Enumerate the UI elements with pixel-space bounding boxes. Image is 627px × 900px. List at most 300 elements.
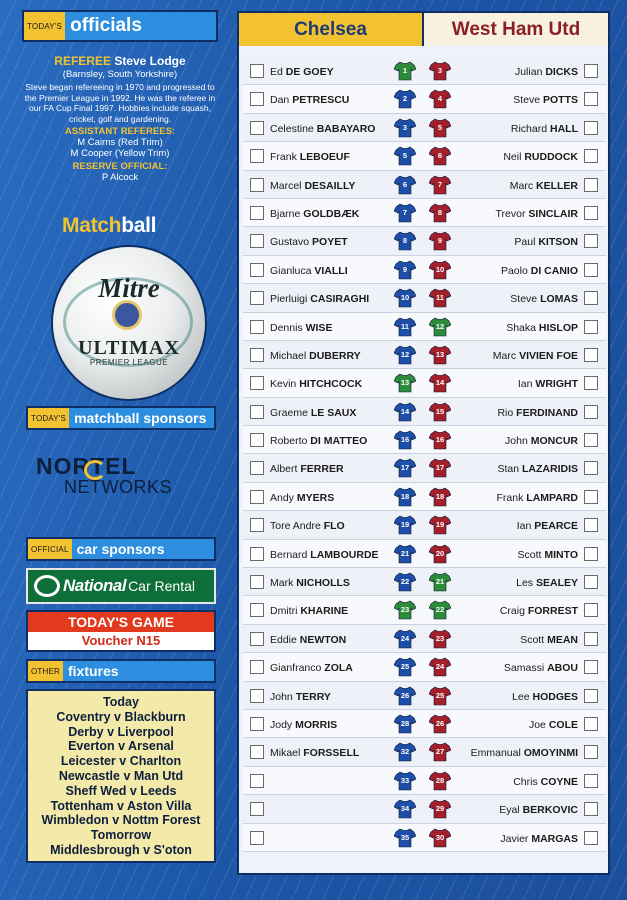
player-row	[243, 57, 606, 85]
player-row	[243, 341, 606, 369]
away-player-first-name: Shaka	[506, 321, 536, 334]
home-player-checkbox[interactable]	[250, 461, 264, 475]
player-row	[243, 710, 606, 738]
away-shirt-icon	[429, 572, 451, 592]
national-logo-word-2: Car Rental	[128, 578, 195, 594]
home-player-checkbox[interactable]	[250, 689, 264, 703]
away-player-checkbox[interactable]	[584, 178, 598, 192]
away-player-first-name: Richard	[510, 122, 548, 135]
away-player-first-name: Steve	[513, 94, 541, 107]
away-player-first-name: Julian	[514, 66, 543, 78]
away-player-first-name: Craig	[499, 605, 525, 618]
player-row	[243, 227, 606, 255]
home-player-name	[270, 596, 348, 624]
home-shirt-number: 8	[402, 236, 408, 246]
home-player-first-name: Mark	[270, 577, 294, 590]
home-player-surname: MYERS	[296, 491, 335, 504]
away-player-checkbox[interactable]	[584, 603, 598, 617]
player-row	[243, 142, 606, 170]
left-column	[22, 10, 218, 183]
away-player-surname: KITSON	[538, 236, 578, 249]
away-player-checkbox[interactable]	[584, 405, 598, 419]
home-player-checkbox[interactable]	[250, 263, 264, 277]
home-player-name	[270, 57, 334, 85]
away-team-name: West Ham Utd	[424, 13, 608, 46]
home-player-name	[270, 682, 331, 710]
home-player-first-name: Dmitri	[270, 605, 298, 618]
away-player-checkbox[interactable]	[584, 320, 598, 334]
home-player-checkbox[interactable]	[250, 320, 264, 334]
home-player-checkbox[interactable]	[250, 348, 264, 362]
away-player-checkbox[interactable]	[584, 291, 598, 305]
home-player-checkbox[interactable]	[250, 603, 264, 617]
home-player-surname: CASIRAGHI	[310, 293, 370, 306]
home-player-name	[270, 426, 367, 454]
home-player-checkbox[interactable]	[250, 518, 264, 532]
away-player-checkbox[interactable]	[584, 121, 598, 135]
home-player-checkbox[interactable]	[250, 149, 264, 163]
home-player-first-name: Andy	[270, 491, 294, 504]
home-player-first-name: Tore Andre	[270, 520, 321, 533]
home-player-first-name: Dennis	[270, 321, 303, 334]
home-player-checkbox[interactable]	[250, 92, 264, 106]
home-player-surname: ZOLA	[324, 662, 353, 675]
home-player-name	[270, 313, 332, 341]
home-shirt-icon	[394, 629, 416, 649]
home-shirt-number: 14	[400, 406, 410, 416]
home-player-first-name: Bernard	[270, 548, 308, 561]
fixture-line: Wimbledon v Nottm Forest	[41, 813, 201, 828]
home-shirt-icon	[394, 430, 416, 450]
away-shirt-icon	[429, 89, 451, 109]
fixture-line: Today	[103, 695, 139, 709]
home-shirt-number: 7	[402, 207, 408, 217]
away-player-name	[510, 284, 578, 312]
away-shirt-number: 24	[435, 662, 445, 672]
home-player-checkbox[interactable]	[250, 660, 264, 674]
away-player-name	[506, 313, 578, 341]
away-shirt-number: 7	[437, 179, 443, 189]
home-shirt-number: 16	[400, 435, 410, 445]
home-player-name	[270, 738, 359, 766]
other-fixtures-header	[26, 659, 216, 683]
home-player-checkbox[interactable]	[250, 121, 264, 135]
assistant-referee-2: M Cooper (Yellow Trim)	[70, 148, 170, 159]
away-shirt-number: 17	[435, 463, 445, 473]
away-player-name	[493, 341, 578, 369]
away-shirt-icon	[429, 799, 451, 819]
referee-name: Steve Lodge	[114, 54, 186, 68]
away-player-checkbox[interactable]	[584, 802, 598, 816]
away-player-name	[500, 824, 578, 852]
away-player-name	[510, 171, 578, 199]
player-row	[243, 738, 606, 766]
home-player-surname: MORRIS	[295, 718, 338, 731]
home-shirt-icon	[394, 61, 416, 81]
away-player-name	[513, 767, 578, 795]
fixture-line: Newcastle v Man Utd	[58, 768, 184, 783]
home-shirt-icon	[394, 89, 416, 109]
away-player-first-name: Ian	[516, 520, 532, 533]
away-player-first-name: Les	[516, 577, 534, 590]
away-player-checkbox[interactable]	[584, 547, 598, 561]
away-shirt-icon	[429, 458, 451, 478]
home-player-name	[270, 284, 369, 312]
home-shirt-number: 12	[400, 349, 410, 359]
away-player-checkbox[interactable]	[584, 461, 598, 475]
away-player-first-name: Ian	[517, 378, 533, 391]
away-shirt-icon	[429, 629, 451, 649]
home-player-surname: PETRESCU	[292, 94, 350, 107]
player-row	[243, 511, 606, 539]
player-row	[243, 313, 606, 341]
home-player-surname: LEBOEUF	[299, 151, 350, 164]
away-player-name	[499, 795, 578, 823]
away-player-name	[516, 568, 578, 596]
away-player-surname: ABOU	[547, 662, 578, 675]
away-player-surname: SEALEY	[535, 577, 578, 590]
away-shirt-icon	[429, 657, 451, 677]
away-player-checkbox[interactable]	[584, 660, 598, 674]
away-player-surname: DICKS	[545, 66, 578, 78]
home-player-checkbox[interactable]	[250, 405, 264, 419]
home-player-checkbox[interactable]	[250, 234, 264, 248]
home-player-surname: FORSSELL	[303, 747, 360, 760]
home-player-first-name: Bjarne	[270, 207, 301, 220]
away-shirt-number: 25	[435, 690, 445, 700]
home-shirt-icon	[394, 288, 416, 308]
home-player-surname: GOLDBÆK	[303, 207, 360, 220]
home-player-checkbox[interactable]	[250, 376, 264, 390]
assistant-referee-1: M Cairns (Red Trim)	[77, 137, 163, 148]
home-player-first-name: Graeme	[270, 406, 308, 419]
ball-league-text: PREMIER LEAGUE	[89, 358, 169, 367]
away-player-name	[518, 369, 578, 397]
referee-location: (Barnsley, South Yorkshire)	[62, 69, 178, 80]
away-shirt-icon	[429, 231, 451, 251]
away-shirt-number: 13	[435, 349, 445, 359]
away-shirt-icon	[429, 345, 451, 365]
away-player-checkbox[interactable]	[584, 518, 598, 532]
away-player-checkbox[interactable]	[584, 689, 598, 703]
fixture-line: Everton v Arsenal	[68, 739, 174, 754]
home-player-surname: BABAYARO	[316, 122, 376, 135]
home-player-name	[270, 540, 379, 568]
home-player-name	[270, 710, 337, 738]
away-shirt-icon	[429, 288, 451, 308]
home-player-checkbox[interactable]	[250, 433, 264, 447]
home-player-checkbox[interactable]	[250, 745, 264, 759]
home-shirt-icon	[394, 771, 416, 791]
away-player-surname: WRIGHT	[535, 378, 578, 391]
home-player-name	[270, 398, 356, 426]
away-player-first-name: Scott	[517, 548, 542, 561]
away-player-first-name: Frank	[496, 491, 524, 504]
home-player-first-name: Kevin	[270, 378, 297, 391]
home-player-checkbox[interactable]	[250, 206, 264, 220]
national-flag-icon	[34, 575, 60, 597]
player-row	[243, 540, 606, 568]
home-shirt-number: 9	[402, 264, 408, 274]
away-shirt-number: 3	[437, 66, 443, 75]
home-shirt-icon	[394, 572, 416, 592]
away-shirt-icon	[429, 714, 451, 734]
away-player-checkbox[interactable]	[584, 490, 598, 504]
home-player-checkbox[interactable]	[250, 490, 264, 504]
away-player-surname: SINCLAIR	[528, 207, 578, 220]
away-player-checkbox[interactable]	[584, 149, 598, 163]
away-shirt-icon	[429, 402, 451, 422]
away-player-checkbox[interactable]	[584, 206, 598, 220]
home-player-surname: FERRER	[300, 463, 344, 476]
away-player-surname: LOMAS	[540, 293, 578, 306]
home-shirt-number: 26	[400, 690, 410, 700]
home-shirt-number: 3	[402, 122, 408, 132]
away-player-first-name: Scott	[520, 633, 545, 646]
home-shirt-number: 1	[402, 66, 408, 75]
referee-role: REFEREE	[54, 54, 111, 68]
home-shirt-icon	[394, 317, 416, 337]
away-player-first-name: Paolo	[500, 264, 528, 277]
away-shirt-number: 6	[437, 151, 443, 161]
away-player-surname: HALL	[550, 122, 578, 135]
away-player-first-name: Lee	[512, 690, 530, 703]
away-shirt-icon	[429, 317, 451, 337]
home-shirt-number: 23	[400, 605, 410, 615]
home-shirt-number: 24	[400, 633, 410, 643]
home-player-name	[270, 454, 344, 482]
away-player-surname: FERDINAND	[516, 406, 578, 419]
home-shirt-icon	[394, 686, 416, 706]
player-row	[243, 653, 606, 681]
home-shirt-number: 33	[400, 775, 410, 785]
away-player-name	[496, 199, 578, 227]
away-player-first-name: Stan	[497, 463, 520, 476]
matchball-sponsors-tag: TODAY'S	[28, 408, 69, 428]
home-player-checkbox[interactable]	[250, 632, 264, 646]
away-player-surname: KELLER	[536, 179, 578, 192]
player-rows	[243, 57, 606, 852]
away-player-checkbox[interactable]	[584, 774, 598, 788]
away-player-first-name: Emmanual	[470, 747, 521, 760]
fixtures-tag: OTHER	[28, 661, 63, 681]
away-player-checkbox[interactable]	[584, 575, 598, 589]
home-player-name	[270, 369, 362, 397]
away-player-surname: RUDDOCK	[524, 151, 578, 164]
home-player-surname: TERRY	[295, 690, 331, 703]
away-shirt-number: 23	[435, 633, 445, 643]
car-sponsors-header	[26, 537, 216, 561]
home-shirt-number: 21	[400, 548, 410, 558]
player-row	[243, 114, 606, 142]
player-row	[243, 284, 606, 312]
home-shirt-number: 22	[400, 577, 410, 587]
away-player-name	[505, 426, 578, 454]
away-player-surname: VIVIEN FOE	[519, 349, 578, 362]
home-shirt-number: 25	[400, 662, 410, 672]
national-logo-word-1: National	[63, 576, 127, 595]
home-player-surname: HITCHCOCK	[299, 378, 363, 391]
away-shirt-icon	[429, 175, 451, 195]
away-shirt-number: 28	[435, 775, 445, 785]
away-shirt-icon	[429, 260, 451, 280]
away-player-name	[497, 483, 578, 511]
home-shirt-number: 10	[400, 293, 410, 303]
home-player-first-name: Dan	[270, 94, 290, 107]
player-row	[243, 767, 606, 795]
home-shirt-number: 34	[400, 804, 410, 814]
away-player-surname: OMOYINMI	[523, 747, 578, 760]
away-shirt-number: 8	[437, 207, 443, 217]
home-shirt-icon	[394, 260, 416, 280]
officials-header	[22, 10, 218, 42]
away-player-surname: LAZARIDIS	[522, 463, 578, 476]
home-player-first-name: Michael	[270, 349, 307, 362]
home-player-checkbox[interactable]	[250, 575, 264, 589]
away-player-checkbox[interactable]	[584, 717, 598, 731]
referee-heading	[22, 54, 218, 68]
away-player-checkbox[interactable]	[584, 376, 598, 390]
home-player-checkbox[interactable]	[250, 547, 264, 561]
home-shirt-number: 6	[402, 179, 408, 189]
away-player-checkbox[interactable]	[584, 64, 598, 78]
away-player-checkbox[interactable]	[584, 92, 598, 106]
home-player-first-name: Marcel	[270, 179, 302, 192]
away-player-checkbox[interactable]	[584, 831, 598, 845]
away-player-checkbox[interactable]	[584, 348, 598, 362]
officials-title: officials	[70, 15, 142, 36]
away-player-name	[501, 256, 578, 284]
player-row	[243, 824, 606, 852]
home-shirt-icon	[394, 657, 416, 677]
home-player-name	[270, 511, 345, 539]
ball-model: ULTIMAX	[78, 337, 180, 359]
todays-game-box	[26, 610, 216, 652]
away-shirt-number: 30	[435, 832, 445, 842]
home-shirt-number: 5	[402, 151, 408, 161]
away-shirt-number: 27	[435, 747, 445, 757]
away-shirt-icon	[429, 742, 451, 762]
home-player-first-name: Pierluigi	[270, 293, 308, 306]
home-player-name	[270, 568, 350, 596]
away-player-name	[518, 540, 579, 568]
home-player-surname: LE SAUX	[310, 406, 357, 419]
away-player-first-name: Samassi	[503, 662, 545, 675]
car-sponsors-title: car sponsors	[76, 541, 165, 557]
away-shirt-icon	[429, 430, 451, 450]
home-player-first-name: Gianfranco	[270, 662, 322, 675]
home-player-checkbox[interactable]	[250, 802, 264, 816]
away-player-name	[511, 114, 578, 142]
home-player-checkbox[interactable]	[250, 178, 264, 192]
away-player-first-name: Javier	[500, 832, 529, 845]
nortel-logo-line-2: NETWORKS	[64, 477, 173, 497]
away-shirt-number: 4	[437, 94, 443, 104]
away-player-surname: FORREST	[527, 605, 578, 618]
away-shirt-icon	[429, 146, 451, 166]
away-shirt-number: 12	[435, 321, 445, 331]
home-player-name	[270, 653, 353, 681]
fixture-line: Coventry v Blackburn	[56, 709, 186, 724]
home-shirt-icon	[394, 600, 416, 620]
assistant-referees-label: ASSISTANT REFEREES:	[64, 126, 176, 137]
away-shirt-number: 14	[435, 378, 445, 388]
home-player-name	[270, 85, 349, 113]
away-player-first-name: Marc	[492, 349, 517, 362]
home-player-surname: DE GOEY	[285, 66, 334, 78]
away-shirt-icon	[429, 61, 451, 81]
home-player-checkbox[interactable]	[250, 774, 264, 788]
nortel-swoosh-icon	[84, 460, 106, 480]
matchball-title-a: Match	[62, 214, 122, 237]
away-shirt-number: 11	[436, 293, 444, 303]
away-shirt-icon	[429, 828, 451, 848]
away-player-checkbox[interactable]	[584, 234, 598, 248]
away-shirt-icon	[429, 686, 451, 706]
home-player-first-name: Celestine	[270, 122, 314, 135]
player-row	[243, 398, 606, 426]
away-player-name	[504, 653, 578, 681]
home-player-surname: LAMBOURDE	[310, 548, 379, 561]
home-player-surname: FLO	[323, 520, 345, 533]
away-player-checkbox[interactable]	[584, 433, 598, 447]
home-player-first-name: Mikael	[270, 747, 301, 760]
away-player-surname: MARGAS	[531, 832, 578, 845]
away-player-name	[513, 85, 578, 113]
away-shirt-icon	[429, 544, 451, 564]
home-player-surname: KHARINE	[300, 605, 349, 618]
home-shirt-icon	[394, 515, 416, 535]
away-shirt-number: 9	[437, 236, 443, 246]
away-player-surname: PEARCE	[534, 520, 578, 533]
team-headers	[239, 13, 608, 46]
away-shirt-icon	[429, 515, 451, 535]
away-player-first-name: Joe	[528, 718, 546, 731]
home-player-surname: VIALLI	[314, 264, 348, 277]
away-player-checkbox[interactable]	[584, 745, 598, 759]
away-player-checkbox[interactable]	[584, 632, 598, 646]
away-player-surname: HISLOP	[538, 321, 578, 334]
away-shirt-number: 10	[435, 264, 445, 274]
home-player-checkbox[interactable]	[250, 831, 264, 845]
home-player-checkbox[interactable]	[250, 64, 264, 78]
away-shirt-number: 22	[435, 605, 445, 615]
player-row	[243, 795, 606, 823]
home-player-first-name: Eddie	[270, 633, 297, 646]
player-row	[243, 682, 606, 710]
away-player-surname: MEAN	[547, 633, 578, 646]
player-row	[243, 369, 606, 397]
away-shirt-number: 21	[435, 577, 445, 587]
voucher-code: Voucher N15	[81, 633, 161, 648]
fixture-line: Tomorrow	[90, 828, 152, 843]
home-player-checkbox[interactable]	[250, 291, 264, 305]
away-player-checkbox[interactable]	[584, 263, 598, 277]
home-shirt-icon	[394, 345, 416, 365]
away-shirt-number: 5	[437, 122, 443, 132]
fixture-line: Tottenham v Aston Villa	[50, 798, 192, 813]
home-player-checkbox[interactable]	[250, 717, 264, 731]
player-row	[243, 171, 606, 199]
home-shirt-number: 32	[400, 747, 410, 757]
away-shirt-number: 29	[435, 804, 445, 814]
player-row	[243, 85, 606, 113]
matchball-title-b: ball	[121, 214, 157, 237]
home-shirt-icon	[394, 373, 416, 393]
premier-league-lion-icon	[115, 303, 139, 327]
home-player-surname: NEWTON	[299, 633, 347, 646]
todays-game-title: TODAY'S GAME	[28, 612, 214, 632]
